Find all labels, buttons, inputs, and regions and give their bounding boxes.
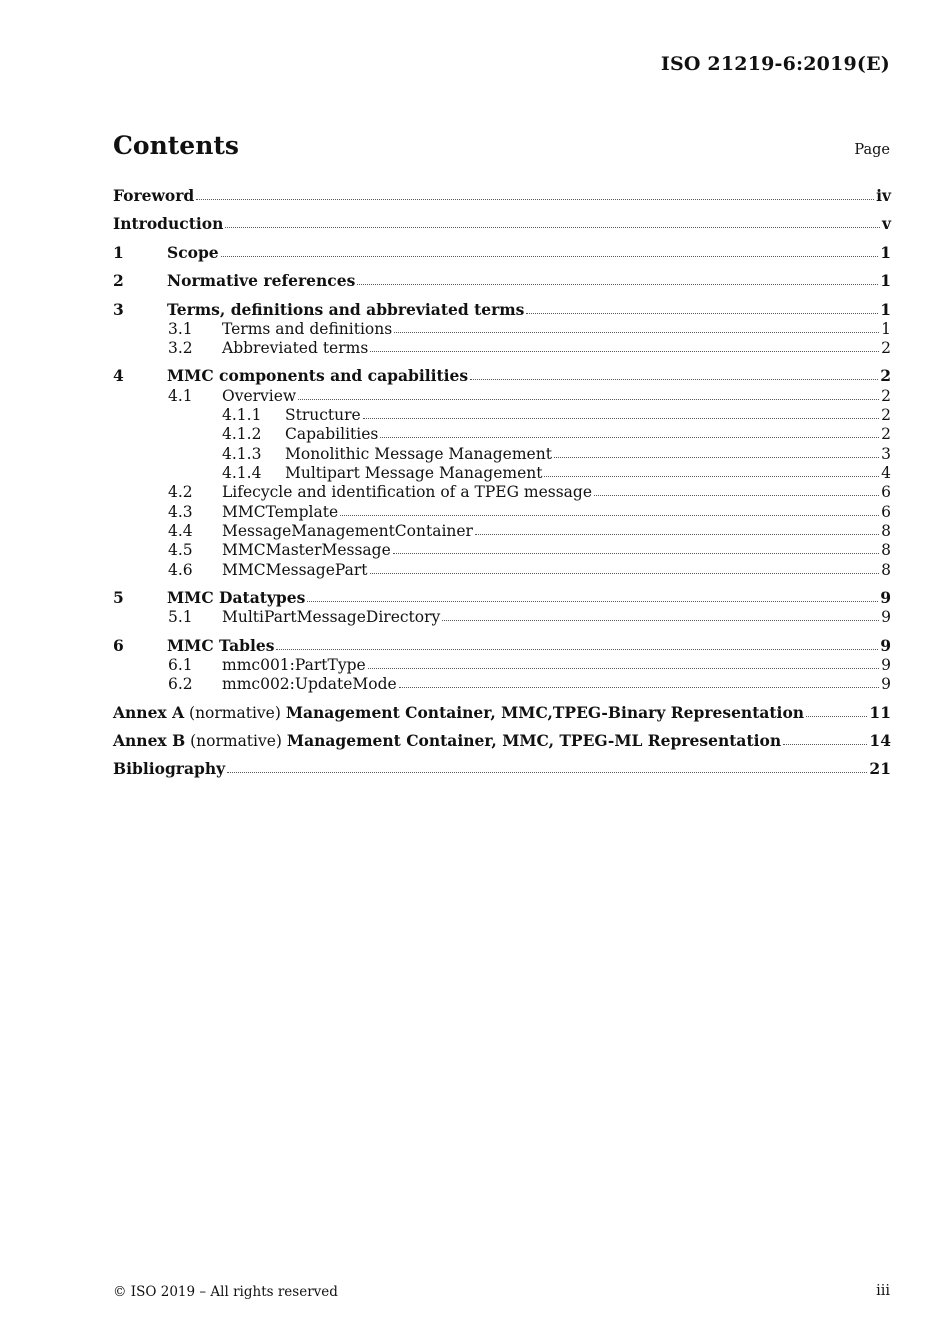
toc-entry-number: 4 xyxy=(113,366,124,385)
toc-entry-page: 6 xyxy=(881,483,891,501)
toc-entry-page: 9 xyxy=(880,636,891,655)
toc-entry[interactable] xyxy=(113,521,891,541)
toc-entry[interactable] xyxy=(113,186,891,206)
toc-entry-page: 3 xyxy=(881,445,891,463)
dot-leader xyxy=(526,313,878,314)
annex-label: Annex B xyxy=(113,731,186,750)
annex-type: (normative) xyxy=(184,704,286,722)
dot-leader xyxy=(368,668,879,669)
toc-entry-page: 2 xyxy=(880,366,891,385)
toc-entry-title: MMC Tables xyxy=(167,636,275,655)
toc-entry[interactable] xyxy=(113,731,891,751)
toc-entry[interactable] xyxy=(113,540,891,560)
toc-entry[interactable] xyxy=(113,405,891,425)
toc-entry-number: 2 xyxy=(113,271,124,290)
toc-entry[interactable] xyxy=(113,759,891,779)
toc-entry-page: 2 xyxy=(881,339,891,357)
dot-leader xyxy=(227,772,867,773)
page-number: iii xyxy=(876,1283,890,1299)
dot-leader xyxy=(806,716,867,717)
toc-entry-title: Lifecycle and identification of a TPEG message xyxy=(222,483,592,501)
toc-entry-title: MMCMessagePart xyxy=(222,561,368,579)
toc-entry-title: Bibliography xyxy=(113,759,226,778)
dot-leader xyxy=(783,744,867,745)
dot-leader xyxy=(554,457,879,458)
toc-entry[interactable] xyxy=(113,319,891,339)
toc-entry-page: 9 xyxy=(881,608,891,626)
toc-entry-page: 2 xyxy=(881,406,891,424)
annex-title: Management Container, MMC, TPEG-ML Representation xyxy=(286,731,782,750)
toc-entry-number: 4.3 xyxy=(168,503,193,521)
toc-entry-number: 3 xyxy=(113,300,124,319)
toc-entry-page: 21 xyxy=(869,759,891,778)
toc-entry[interactable] xyxy=(113,271,891,291)
toc-entry-title: MMC components and capabilities xyxy=(167,366,469,385)
toc-entry-title: mmc001:PartType xyxy=(222,656,366,674)
toc-entry-page: 2 xyxy=(881,387,891,405)
toc-entry-page: 2 xyxy=(881,425,891,443)
toc-entry-title: mmc002:UpdateMode xyxy=(222,675,397,693)
toc-entry-number: 6.1 xyxy=(168,656,193,674)
dot-leader xyxy=(196,199,874,200)
toc-entry-page: 9 xyxy=(880,588,891,607)
toc-entry-title: MultiPartMessageDirectory xyxy=(222,608,441,626)
toc-entry-number: 1 xyxy=(113,243,124,262)
toc-entry-number: 3.2 xyxy=(168,339,193,357)
annex-type: (normative) xyxy=(185,732,287,750)
toc-entry-title xyxy=(113,731,781,751)
toc-entry-title: Overview xyxy=(222,387,297,405)
dot-leader xyxy=(544,476,879,477)
toc-entry-page: 1 xyxy=(880,243,891,262)
dot-leader xyxy=(340,515,879,516)
toc-entry-title: Structure xyxy=(285,406,361,424)
dot-leader xyxy=(393,553,879,554)
toc-entry-title: MessageManagementContainer xyxy=(222,522,473,540)
toc-entry-title: MMC Datatypes xyxy=(167,588,306,607)
dot-leader xyxy=(370,351,879,352)
toc-entry-page: 8 xyxy=(881,561,891,579)
toc-entry[interactable] xyxy=(113,424,891,444)
dot-leader xyxy=(380,437,879,438)
toc-entry-title: Scope xyxy=(167,243,219,262)
toc-entry-page: 11 xyxy=(869,703,891,722)
toc-entry[interactable] xyxy=(113,607,891,627)
toc-entry-number: 4.1 xyxy=(168,387,193,405)
toc-entry-number: 4.6 xyxy=(168,561,193,579)
toc-entry-page: 9 xyxy=(881,656,891,674)
annex-title: Management Container, MMC,TPEG-Binary Representation xyxy=(285,703,805,722)
toc-entry[interactable] xyxy=(113,588,891,608)
toc-entry[interactable] xyxy=(113,482,891,502)
page-column-label: Page xyxy=(854,142,890,158)
toc-entry-number: 5.1 xyxy=(168,608,193,626)
toc-entry[interactable] xyxy=(113,300,891,320)
dot-leader xyxy=(475,534,879,535)
dot-leader xyxy=(225,227,880,228)
dot-leader xyxy=(363,418,879,419)
toc-entry[interactable] xyxy=(113,243,891,263)
toc-entry-title: MMCTemplate xyxy=(222,503,339,521)
annex-label: Annex A xyxy=(113,703,185,722)
toc-entry-number: 4.1.4 xyxy=(222,464,262,482)
toc-entry-title: Normative references xyxy=(167,271,356,290)
toc-entry[interactable] xyxy=(113,674,891,694)
toc-entry-page: 1 xyxy=(880,271,891,290)
toc-entry-title: Monolithic Message Management xyxy=(285,445,552,463)
toc-entry-page: 1 xyxy=(881,320,891,338)
toc-entry-page: 14 xyxy=(869,731,891,750)
toc-entry-page: 1 xyxy=(880,300,891,319)
toc-entry[interactable] xyxy=(113,214,891,234)
toc-entry-title: Terms, definitions and abbreviated terms xyxy=(167,300,525,319)
toc-entry[interactable] xyxy=(113,386,891,406)
toc-entry-title: Capabilities xyxy=(285,425,379,443)
toc-entry[interactable] xyxy=(113,655,891,675)
toc-entry[interactable] xyxy=(113,366,891,386)
toc-entry-number: 4.1.1 xyxy=(222,406,262,424)
copyright-notice: © ISO 2019 – All rights reserved xyxy=(113,1284,338,1300)
toc-entry-number: 4.1.2 xyxy=(222,425,262,443)
toc-entry-page: 8 xyxy=(881,522,891,540)
toc-entry-page: 9 xyxy=(881,675,891,693)
dot-leader xyxy=(307,601,878,602)
toc-entry-number: 6.2 xyxy=(168,675,193,693)
toc-entry-number: 5 xyxy=(113,588,124,607)
toc-entry-number: 4.4 xyxy=(168,522,193,540)
toc-entry-number: 4.1.3 xyxy=(222,445,262,463)
dot-leader xyxy=(442,620,879,621)
toc-entry[interactable] xyxy=(113,444,891,464)
toc-entry-number: 3.1 xyxy=(168,320,193,338)
toc-entry-title: Introduction xyxy=(113,214,224,233)
toc-entry-page: 8 xyxy=(881,541,891,559)
dot-leader xyxy=(221,256,879,257)
toc-entry-title: Multipart Message Management xyxy=(285,464,543,482)
toc-entry-title xyxy=(113,703,804,723)
toc-entry-title: Foreword xyxy=(113,186,195,205)
toc-entry-page: 4 xyxy=(881,464,891,482)
toc-entry[interactable] xyxy=(113,338,891,358)
dot-leader xyxy=(357,284,878,285)
contents-heading: Contents xyxy=(113,131,240,160)
dot-leader xyxy=(276,649,878,650)
toc-entry[interactable] xyxy=(113,560,891,580)
toc-entry[interactable] xyxy=(113,636,891,656)
dot-leader xyxy=(394,332,879,333)
toc-entry-number: 4.5 xyxy=(168,541,193,559)
toc-entry[interactable] xyxy=(113,463,891,483)
dot-leader xyxy=(370,573,880,574)
dot-leader xyxy=(298,399,879,400)
toc-entry[interactable] xyxy=(113,703,891,723)
dot-leader xyxy=(594,495,879,496)
toc-entry-page: iv xyxy=(876,186,891,205)
toc-entry[interactable] xyxy=(113,502,891,522)
toc-entry-page: 6 xyxy=(881,503,891,521)
toc-entry-number: 4.2 xyxy=(168,483,193,501)
toc-entry-title: Terms and definitions xyxy=(222,320,393,338)
toc-entry-title: MMCMasterMessage xyxy=(222,541,391,559)
dot-leader xyxy=(399,687,879,688)
document-id: ISO 21219-6:2019(E) xyxy=(660,53,890,75)
toc-entry-page: v xyxy=(881,214,891,233)
dot-leader xyxy=(470,379,878,380)
toc-entry-number: 6 xyxy=(113,636,124,655)
toc-entry-title: Abbreviated terms xyxy=(222,339,369,357)
